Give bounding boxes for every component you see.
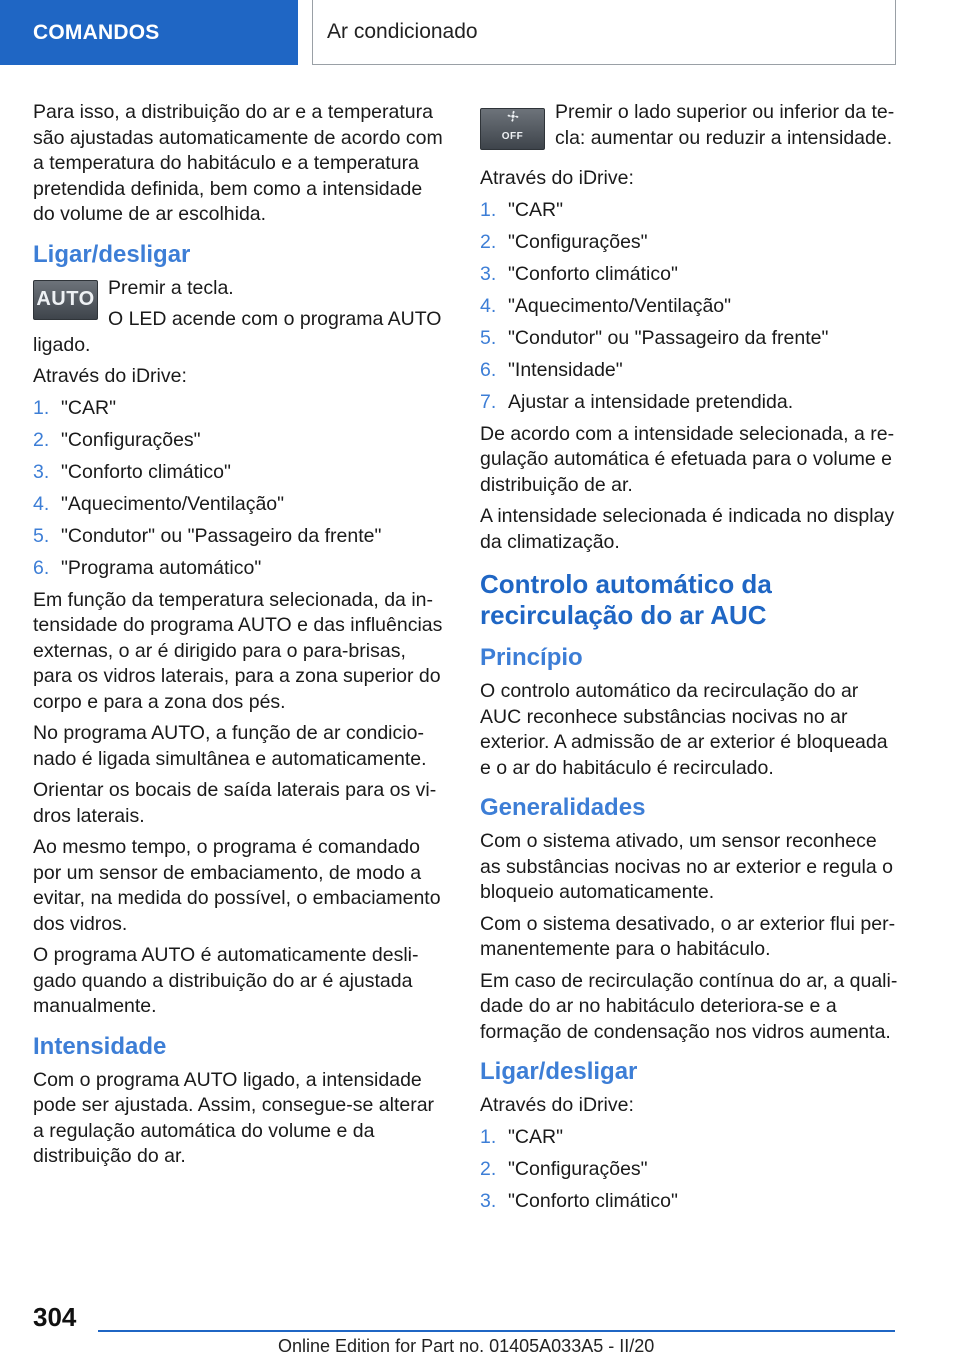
body-paragraph: De acordo com a intensidade selecionada, a regulação automática é efetuada para o volume e distribuição de ar.: [480, 422, 895, 496]
list-item: [480, 294, 898, 320]
step-number: 2.: [480, 1157, 497, 1180]
heading-intensidade: Intensidade: [33, 1032, 167, 1060]
step-text: "Conforto climático": [508, 1189, 678, 1212]
page-number: 304: [33, 1302, 77, 1332]
step-text: "Aquecimento/Ventilação": [508, 294, 732, 317]
heading-auc: Controlo automático da recirculação do ar AUC: [480, 569, 772, 630]
fan-icon: [502, 109, 524, 124]
steps-list-auc: [480, 1125, 898, 1215]
list-item: [480, 358, 898, 384]
list-item: [33, 524, 448, 550]
list-item: [33, 556, 448, 582]
step-text: "Programa automático": [61, 556, 262, 579]
step-text: "Conforto climático": [61, 460, 231, 483]
step-number: 4.: [33, 492, 50, 515]
step-number: 3.: [480, 262, 497, 285]
steps-list-intensity: [480, 198, 898, 416]
step-text: "CAR": [508, 1125, 564, 1148]
list-item: [480, 390, 898, 416]
list-item: [480, 1189, 898, 1215]
fan-off-label: OFF: [501, 130, 524, 142]
step-text: "Aquecimento/Ventilação": [61, 492, 285, 515]
step-text: "Configurações": [508, 230, 648, 253]
step-text: "Configurações": [61, 428, 201, 451]
body-paragraph: Ao mesmo tempo, o programa é comandado por um sensor de embaciamento, de modo a evitar, na medida do possível, o embaciamento dos vidros.: [33, 836, 441, 935]
list-item: [480, 1125, 898, 1151]
auto-button-icon: [33, 280, 98, 320]
step-number: 1.: [33, 396, 50, 419]
list-item: [480, 198, 898, 224]
right-column: [480, 100, 898, 1221]
left-column: [33, 100, 448, 1176]
section-tab[interactable]: [0, 0, 298, 65]
step-number: 3.: [33, 460, 50, 483]
step-number: 6.: [33, 556, 50, 579]
body-paragraph: Com o sistema ativado, um sensor reconhece as substâncias nocivas no ar exterior e regula o bloqueio automaticamente.: [480, 830, 893, 903]
chapter-title-text: Ar condicionado: [327, 20, 478, 43]
body-paragraph: O controlo automático da recirculação do ar AUC reconhece substâncias nocivas no ar exterior. A admissão de ar exterior é bloqueada e o ar do habitáculo é recirculado.: [480, 680, 888, 779]
step-number: 5.: [480, 326, 497, 349]
step-number: 1.: [480, 1125, 497, 1148]
edition-footer: Online Edition for Part no. 01405A033A5 - II/20: [278, 1336, 655, 1356]
list-item: [480, 230, 898, 256]
body-paragraph: Em função da temperatura selecionada, da intensidade do programa AUTO e das influências externas, o ar é dirigido para o para-brisas, para os vidros laterais, para a zona superior do corpo e para a zona dos pés.: [33, 588, 443, 713]
list-item: [33, 492, 448, 518]
step-text: "Condutor" ou "Passageiro da frente": [61, 524, 382, 547]
body-paragraph: A intensidade selecionada é indicada no display da climatização.: [480, 505, 895, 553]
list-item: [33, 460, 448, 486]
list-item: [480, 326, 898, 352]
list-item: [33, 396, 448, 422]
step-number: 6.: [480, 358, 497, 381]
heading-ligar-desligar-auc: Ligar/desligar: [480, 1058, 638, 1085]
step-text: "CAR": [61, 396, 117, 419]
list-item: [480, 1157, 898, 1183]
press-instruction: Premir a tecla.: [108, 276, 234, 299]
step-number: 4.: [480, 294, 497, 317]
body-paragraph: Em caso de recirculação contínua do ar, a qualidade do ar no habitáculo deteriora-se e a formação de condensação nos vidros aumenta.: [480, 969, 898, 1043]
step-number: 2.: [480, 230, 497, 253]
step-text: "CAR": [508, 198, 564, 221]
list-item: [480, 262, 898, 288]
list-item: [33, 428, 448, 454]
step-text: "Intensidade": [508, 358, 623, 381]
idrive-intro: Através do iDrive:: [480, 167, 634, 189]
body-paragraph: Com o sistema desativado, o ar exterior flui permanentemente para o habitáculo.: [480, 912, 896, 960]
auto-button-icon-label: AUTO: [36, 287, 95, 310]
steps-list-auto: [33, 396, 448, 582]
heading-generalidades: Generalidades: [480, 794, 646, 821]
body-paragraph: No programa AUTO, a função de ar condicionado é ligada simultânea e automaticamente.: [33, 722, 427, 770]
auto-button-instruction: [33, 276, 448, 359]
chapter-title: [312, 0, 896, 65]
heading-ligar-desligar: Ligar/desligar: [33, 240, 191, 268]
fan-button-icon: [480, 108, 545, 150]
heading-principio: Princípio: [480, 644, 583, 671]
step-number: 3.: [480, 1189, 497, 1212]
step-number: 5.: [33, 524, 50, 547]
idrive-intro: Através do iDrive:: [480, 1094, 634, 1116]
body-paragraph: Orientar os bocais de saída laterais para os vidros laterais.: [33, 779, 437, 827]
fan-button-instruction: [480, 100, 898, 166]
body-paragraph: O programa AUTO é automaticamente desligado quando a distribuição do ar é ajustada manualmente.: [33, 944, 419, 1017]
idrive-intro: Através do iDrive:: [33, 365, 187, 387]
body-paragraph: Com o programa AUTO ligado, a intensidade pode ser ajustada. Assim, consegue-se alterar a regulação automática do volume e da distribuição do ar.: [33, 1068, 435, 1167]
step-number: 1.: [480, 198, 497, 221]
section-label: COMANDOS: [33, 20, 160, 44]
press-instruction: Premir o lado superior ou inferior da tecla: aumentar ou reduzir a intensidade.: [555, 101, 895, 149]
step-text: "Conforto climático": [508, 262, 678, 285]
step-text: "Configurações": [508, 1157, 648, 1180]
step-text: Ajustar a intensidade pretendida.: [508, 390, 794, 413]
step-text: "Condutor" ou "Passageiro da frente": [508, 326, 829, 349]
footer-rule: [98, 1330, 895, 1332]
led-note: O LED acende com o programa AUTO ligado.: [33, 308, 442, 356]
step-number: 2.: [33, 428, 50, 451]
step-number: 7.: [480, 390, 497, 413]
intro-paragraph: Para isso, a distribuição do ar e a temperatura são ajustadas automaticamente de acordo com a temperatura do habitáculo e a temperatura pretendida definida, bem como a intensidade do volume de ar escolhida.: [33, 101, 443, 225]
